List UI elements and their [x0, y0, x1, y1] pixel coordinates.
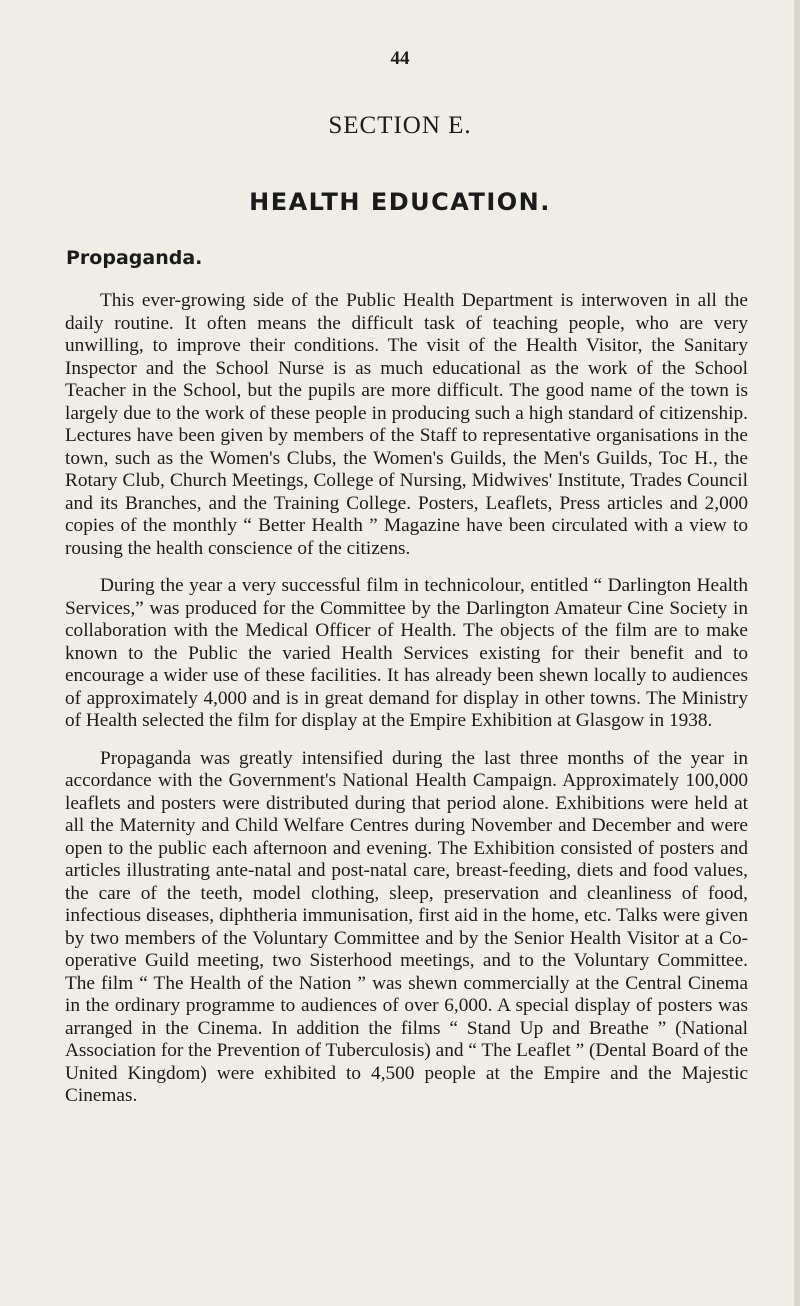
section-title: SECTION E. [328, 112, 472, 139]
page-edge [794, 0, 800, 1306]
body-text [65, 290, 748, 1123]
page-number: 44 [390, 48, 410, 69]
subheading: Propaganda. [66, 247, 203, 269]
main-heading: HEALTH EDUCATION. [249, 188, 551, 216]
paragraph-2: During the year a very successful film in technicolour, entitled “ Darlington Health Services,” was produced for the Committee by the Darlington Amateur Cine Society in collaboration with the Medical Officer of Health. The objects of the film are to make known to the Public the varied Health Services existing for their benefit and to encourage a wider use of these facilities. It has already been shewn locally to audiences of approximately 4,000 and is in great demand for display in other towns. The Ministry of Health selected the film for display at the Empire Exhibition at Glasgow in 1938. [65, 575, 748, 731]
paragraph-1: This ever-growing side of the Public Health Department is interwoven in all the daily routine. It often means the difficult task of teaching people, who are very unwilling, to improve their conditions. The visit of the Health Visitor, the Sanitary Inspector and the School Nurse is as much educational as the work of the School Teacher in the School, but the pupils are more difficult. The good name of the town is largely due to the work of these people in producing such a high standard of citizenship. Lectures have been given by members of the Staff to representative organisations in the town, such as the Women's Clubs, the Women's Guilds, the Men's Guilds, Toc H., the Rotary Club, Church Meetings, College of Nursing, Midwives' Institute, Trades Council and its Branches, and the Training College. Posters, Leaflets, Press articles and 2,000 copies of the monthly “ Better Health ” Magazine have been circulated with a view to rousing the health conscience of the citizens. [65, 290, 748, 559]
paragraph-3: Propaganda was greatly intensified during the last three months of the year in accordance with the Government's National Health Campaign. Approximately 100,000 leaflets and posters were distributed during that period alone. Exhibitions were held at all the Maternity and Child Welfare Centres during November and December and were open to the public each afternoon and evening. The Exhibition consisted of posters and articles illustrating ante-natal and post-natal care, breast-feeding, diets and food values, the care of the teeth, model clothing, sleep, preservation and cleanliness of food, infectious diseases, diphtheria immunisation, first aid in the home, etc. Talks were given by two members of the Voluntary Committee and by the Senior Health Visitor at a Co-operative Guild meeting, two Sisterhood meetings, and to the Voluntary Committee. The film “ The Health of the Nation ” was shewn commercially at the Central Cinema in the ordinary programme to audiences of over 6,000. A special display of posters was arranged in the Cinema. In addition the films “ Stand Up and Breathe ” (National Association for the Prevention of Tuberculosis) and “ The Leaflet ” (Dental Board of the United Kingdom) were exhibited to 4,500 people at the Empire and the Majestic Cinemas. [65, 747, 748, 1106]
